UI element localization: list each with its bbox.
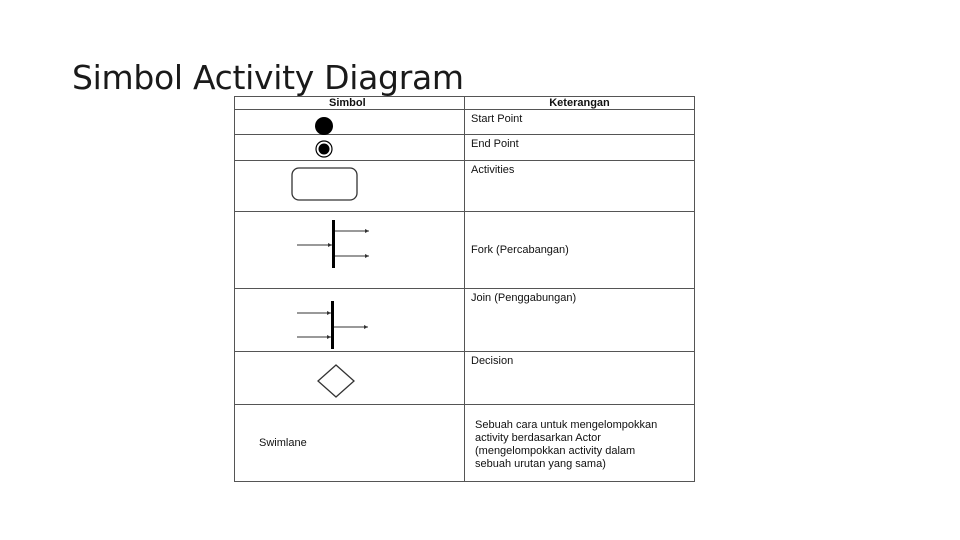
- description-cell: Fork (Percabangan): [465, 212, 695, 289]
- activity-rounded-rect-icon: [235, 161, 465, 212]
- table-row: [235, 135, 695, 161]
- description-cell: Activities: [465, 161, 695, 212]
- description-cell: Decision: [465, 352, 695, 405]
- end-point-icon: [235, 135, 465, 161]
- symbol-cell: Swimlane: [235, 405, 465, 482]
- join-bar-icon: [235, 289, 465, 352]
- start-point-icon: [235, 110, 465, 135]
- description-cell: End Point: [465, 135, 695, 161]
- table-row: [235, 289, 695, 352]
- symbol-table: [234, 96, 695, 482]
- table-row: [235, 110, 695, 135]
- symbol-cell: [235, 352, 465, 405]
- symbol-cell: [235, 212, 465, 289]
- table-row: [235, 212, 695, 289]
- description-cell: Start Point: [465, 110, 695, 135]
- description-line: sebuah urutan yang sama): [475, 458, 606, 470]
- table-row: [235, 161, 695, 212]
- description-line: (mengelompokkan activity dalam: [475, 445, 636, 457]
- symbol-cell: [235, 161, 465, 212]
- description-line: activity berdasarkan Actor: [475, 432, 601, 444]
- description-line: Sebuah cara untuk mengelompokkan: [475, 419, 658, 431]
- symbol-cell: [235, 135, 465, 161]
- slide-title: Simbol Activity Diagram: [72, 58, 464, 97]
- table-row: [235, 352, 695, 405]
- table-row: [235, 405, 695, 482]
- description-cell: [465, 405, 695, 482]
- header-symbol: Simbol: [235, 97, 465, 110]
- description-cell: Join (Penggabungan): [465, 289, 695, 352]
- table-header-row: [235, 97, 695, 110]
- symbol-cell: [235, 289, 465, 352]
- fork-bar-icon: [235, 212, 465, 289]
- decision-diamond-icon: [235, 352, 465, 405]
- header-description: Keterangan: [465, 97, 695, 110]
- symbol-cell: [235, 110, 465, 135]
